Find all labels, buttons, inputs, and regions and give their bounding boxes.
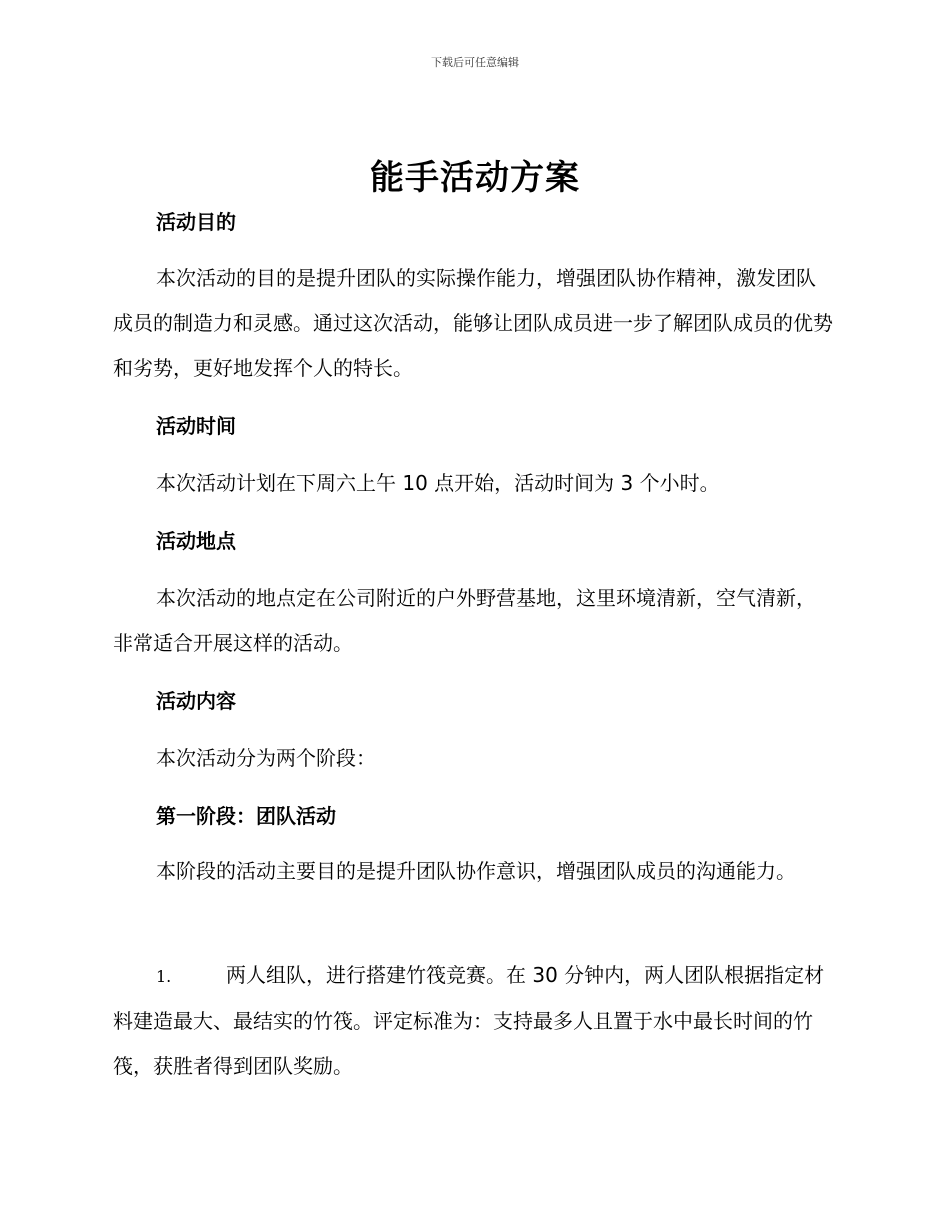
- list-item-number: 1.: [156, 967, 172, 986]
- header-note: 下载后可任意编辑: [431, 56, 519, 69]
- section-heading-time: 活动时间: [156, 414, 236, 438]
- document-title: 能手活动方案: [370, 158, 580, 198]
- section-heading-purpose: 活动目的: [156, 210, 236, 234]
- section-heading-location: 活动地点: [156, 529, 236, 553]
- section-heading-content: 活动内容: [156, 689, 236, 713]
- section-paragraph-content: 本次活动分为两个阶段：: [156, 746, 376, 770]
- section-heading-stage-one: 第一阶段：团队活动: [156, 804, 336, 828]
- list-item-text: 两人组队，进行搭建竹筏竞赛。在 30 分钟内，两人团队根据指定材料建造最大、最结实的竹筏。评定标准为：支持最多人且置于水中最长时间的竹筏，获胜者得到团队奖励。: [113, 963, 825, 1078]
- section-paragraph-stage-one: 本阶段的活动主要目的是提升团队协作意识，增强团队成员的沟通能力。: [156, 859, 796, 883]
- list-item: [113, 953, 833, 1089]
- section-paragraph-location: 本次活动的地点定在公司附近的户外野营基地，这里环境清新，空气清新，非常适合开展这样的活动。: [113, 586, 816, 655]
- section-paragraph-purpose: 本次活动的目的是提升团队的实际操作能力，增强团队协作精神，激发团队成员的制造力和灵感。通过这次活动，能够让团队成员进一步了解团队成员的优势和劣势，更好地发挥个人的特长。: [113, 266, 833, 380]
- section-paragraph-time: 本次活动计划在下周六上午 10 点开始，活动时间为 3 个小时。: [156, 471, 720, 495]
